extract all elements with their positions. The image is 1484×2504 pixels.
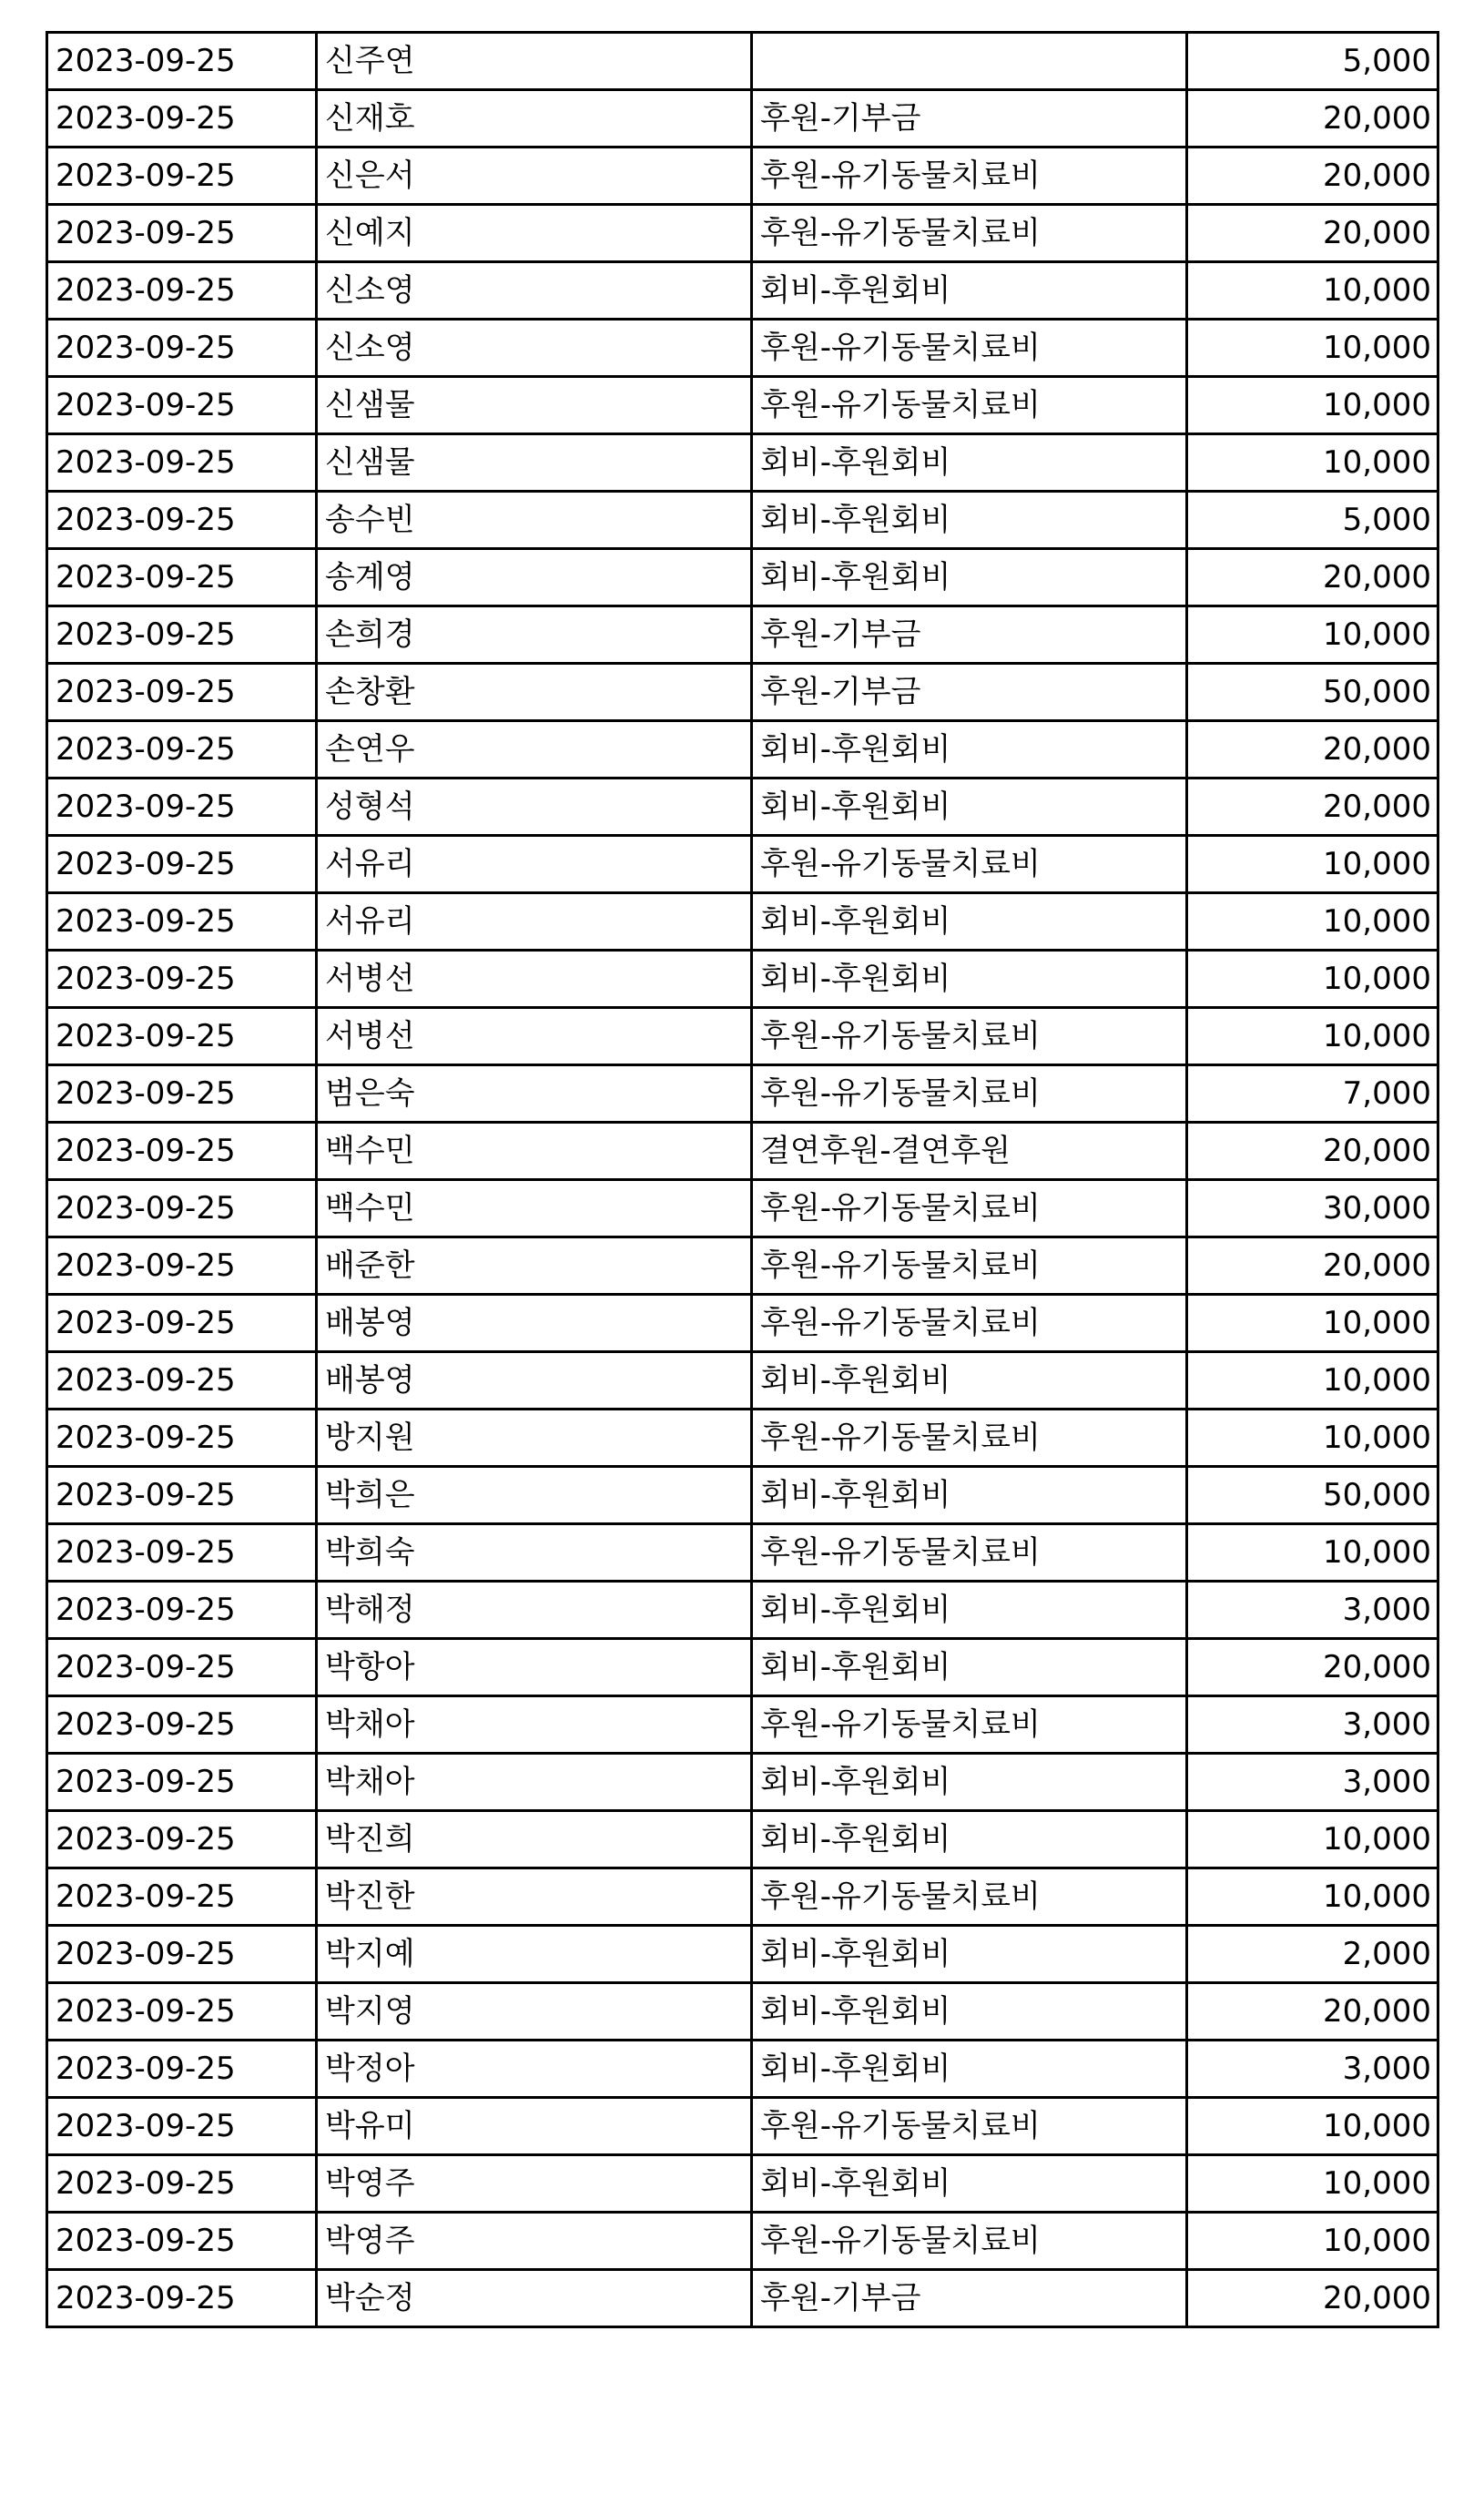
category-cell — [752, 33, 1187, 90]
donor-name-cell: 손창환 — [317, 664, 752, 721]
category-cell: 후원-기부금 — [752, 664, 1187, 721]
category-cell: 회비-후원회비 — [752, 721, 1187, 779]
date-cell: 2023-09-25 — [47, 1410, 317, 1467]
table-row — [47, 1983, 1438, 2041]
date-cell: 2023-09-25 — [47, 893, 317, 951]
date-cell: 2023-09-25 — [47, 549, 317, 606]
amount-cell: 5,000 — [1187, 492, 1438, 549]
category-cell: 회비-후원회비 — [752, 1983, 1187, 2041]
category-cell: 후원-유기동물치료비 — [752, 1008, 1187, 1065]
donation-ledger-table — [46, 31, 1439, 2328]
date-cell: 2023-09-25 — [47, 1065, 317, 1123]
table-row — [47, 377, 1438, 434]
amount-cell: 10,000 — [1187, 320, 1438, 377]
date-cell: 2023-09-25 — [47, 2041, 317, 2098]
category-cell: 회비-후원회비 — [752, 1754, 1187, 1811]
table-row — [47, 33, 1438, 90]
table-row — [47, 1237, 1438, 1295]
table-row — [47, 606, 1438, 664]
amount-cell: 20,000 — [1187, 148, 1438, 205]
donor-name-cell: 방지원 — [317, 1410, 752, 1467]
category-cell: 후원-유기동물치료비 — [752, 320, 1187, 377]
donor-name-cell: 박정아 — [317, 2041, 752, 2098]
category-cell: 후원-유기동물치료비 — [752, 148, 1187, 205]
donor-name-cell: 신소영 — [317, 320, 752, 377]
category-cell: 회비-후원회비 — [752, 549, 1187, 606]
date-cell: 2023-09-25 — [47, 1123, 317, 1180]
donor-name-cell: 배준한 — [317, 1237, 752, 1295]
date-cell: 2023-09-25 — [47, 2270, 317, 2327]
table-row — [47, 1065, 1438, 1123]
amount-cell: 10,000 — [1187, 1868, 1438, 1926]
donor-name-cell: 백수민 — [317, 1123, 752, 1180]
donor-name-cell: 박항아 — [317, 1639, 752, 1696]
donor-name-cell: 박해정 — [317, 1582, 752, 1639]
category-cell: 후원-유기동물치료비 — [752, 205, 1187, 262]
category-cell: 후원-기부금 — [752, 2270, 1187, 2327]
date-cell: 2023-09-25 — [47, 1639, 317, 1696]
table-row — [47, 951, 1438, 1008]
date-cell: 2023-09-25 — [47, 1352, 317, 1410]
amount-cell: 10,000 — [1187, 893, 1438, 951]
table-row — [47, 434, 1438, 492]
donor-name-cell: 서유리 — [317, 836, 752, 893]
amount-cell: 10,000 — [1187, 377, 1438, 434]
category-cell: 회비-후원회비 — [752, 1467, 1187, 1524]
table-row — [47, 1295, 1438, 1352]
donor-name-cell: 백수민 — [317, 1180, 752, 1237]
table-row — [47, 1639, 1438, 1696]
date-cell: 2023-09-25 — [47, 1237, 317, 1295]
category-cell: 후원-유기동물치료비 — [752, 836, 1187, 893]
amount-cell: 10,000 — [1187, 1008, 1438, 1065]
date-cell: 2023-09-25 — [47, 1524, 317, 1582]
donor-name-cell: 박희숙 — [317, 1524, 752, 1582]
table-row — [47, 205, 1438, 262]
category-cell: 회비-후원회비 — [752, 2041, 1187, 2098]
category-cell: 회비-후원회비 — [752, 893, 1187, 951]
table-row — [47, 836, 1438, 893]
table-row — [47, 492, 1438, 549]
amount-cell: 3,000 — [1187, 2041, 1438, 2098]
table-row — [47, 2098, 1438, 2155]
category-cell: 후원-유기동물치료비 — [752, 1237, 1187, 1295]
amount-cell: 20,000 — [1187, 1237, 1438, 1295]
amount-cell: 10,000 — [1187, 836, 1438, 893]
donor-name-cell: 박지예 — [317, 1926, 752, 1983]
category-cell: 회비-후원회비 — [752, 434, 1187, 492]
amount-cell: 3,000 — [1187, 1582, 1438, 1639]
donor-name-cell: 신소영 — [317, 262, 752, 320]
amount-cell: 10,000 — [1187, 434, 1438, 492]
date-cell: 2023-09-25 — [47, 33, 317, 90]
amount-cell: 20,000 — [1187, 1983, 1438, 2041]
table-row — [47, 1008, 1438, 1065]
donor-name-cell: 신주연 — [317, 33, 752, 90]
amount-cell: 20,000 — [1187, 90, 1438, 148]
category-cell: 후원-유기동물치료비 — [752, 1065, 1187, 1123]
category-cell: 후원-유기동물치료비 — [752, 1696, 1187, 1754]
ledger-body — [47, 33, 1438, 2327]
amount-cell: 5,000 — [1187, 33, 1438, 90]
date-cell: 2023-09-25 — [47, 1582, 317, 1639]
donor-name-cell: 서유리 — [317, 893, 752, 951]
donor-name-cell: 송계영 — [317, 549, 752, 606]
category-cell: 회비-후원회비 — [752, 1926, 1187, 1983]
table-row — [47, 148, 1438, 205]
table-row — [47, 2155, 1438, 2213]
category-cell: 후원-기부금 — [752, 606, 1187, 664]
amount-cell: 2,000 — [1187, 1926, 1438, 1983]
amount-cell: 20,000 — [1187, 1639, 1438, 1696]
donor-name-cell: 박순정 — [317, 2270, 752, 2327]
table-row — [47, 1811, 1438, 1868]
amount-cell: 7,000 — [1187, 1065, 1438, 1123]
amount-cell: 10,000 — [1187, 2098, 1438, 2155]
table-row — [47, 1696, 1438, 1754]
table-row — [47, 1926, 1438, 1983]
table-row — [47, 262, 1438, 320]
category-cell: 회비-후원회비 — [752, 1639, 1187, 1696]
donor-name-cell: 박유미 — [317, 2098, 752, 2155]
amount-cell: 50,000 — [1187, 1467, 1438, 1524]
donor-name-cell: 박영주 — [317, 2155, 752, 2213]
category-cell: 회비-후원회비 — [752, 1811, 1187, 1868]
date-cell: 2023-09-25 — [47, 1467, 317, 1524]
amount-cell: 20,000 — [1187, 1123, 1438, 1180]
date-cell: 2023-09-25 — [47, 434, 317, 492]
donor-name-cell: 배봉영 — [317, 1352, 752, 1410]
category-cell: 후원-유기동물치료비 — [752, 1295, 1187, 1352]
table-row — [47, 2041, 1438, 2098]
table-row — [47, 779, 1438, 836]
table-row — [47, 1868, 1438, 1926]
donor-name-cell: 신재호 — [317, 90, 752, 148]
category-cell: 후원-유기동물치료비 — [752, 1868, 1187, 1926]
donor-name-cell: 성형석 — [317, 779, 752, 836]
donor-name-cell: 서병선 — [317, 951, 752, 1008]
date-cell: 2023-09-25 — [47, 1696, 317, 1754]
donor-name-cell: 배봉영 — [317, 1295, 752, 1352]
table-row — [47, 893, 1438, 951]
table-row — [47, 90, 1438, 148]
donor-name-cell: 손연우 — [317, 721, 752, 779]
category-cell: 후원-유기동물치료비 — [752, 2098, 1187, 2155]
donor-name-cell: 송수빈 — [317, 492, 752, 549]
amount-cell: 20,000 — [1187, 779, 1438, 836]
date-cell: 2023-09-25 — [47, 2155, 317, 2213]
donor-name-cell: 박희은 — [317, 1467, 752, 1524]
category-cell: 회비-후원회비 — [752, 2155, 1187, 2213]
date-cell: 2023-09-25 — [47, 1983, 317, 2041]
table-row — [47, 2213, 1438, 2270]
table-row — [47, 1352, 1438, 1410]
date-cell: 2023-09-25 — [47, 1811, 317, 1868]
amount-cell: 10,000 — [1187, 1410, 1438, 1467]
amount-cell: 10,000 — [1187, 1295, 1438, 1352]
donor-name-cell: 박진희 — [317, 1811, 752, 1868]
amount-cell: 50,000 — [1187, 664, 1438, 721]
table-row — [47, 320, 1438, 377]
amount-cell: 20,000 — [1187, 205, 1438, 262]
date-cell: 2023-09-25 — [47, 148, 317, 205]
category-cell: 후원-유기동물치료비 — [752, 1410, 1187, 1467]
category-cell: 후원-유기동물치료비 — [752, 2213, 1187, 2270]
date-cell: 2023-09-25 — [47, 1180, 317, 1237]
table-row — [47, 1180, 1438, 1237]
donor-name-cell: 신샘물 — [317, 377, 752, 434]
table-row — [47, 1467, 1438, 1524]
date-cell: 2023-09-25 — [47, 779, 317, 836]
table-row — [47, 2270, 1438, 2327]
amount-cell: 10,000 — [1187, 606, 1438, 664]
table-row — [47, 1410, 1438, 1467]
date-cell: 2023-09-25 — [47, 205, 317, 262]
date-cell: 2023-09-25 — [47, 836, 317, 893]
donor-name-cell: 범은숙 — [317, 1065, 752, 1123]
date-cell: 2023-09-25 — [47, 606, 317, 664]
date-cell: 2023-09-25 — [47, 1926, 317, 1983]
date-cell: 2023-09-25 — [47, 2098, 317, 2155]
date-cell: 2023-09-25 — [47, 320, 317, 377]
table-row — [47, 549, 1438, 606]
category-cell: 회비-후원회비 — [752, 1352, 1187, 1410]
amount-cell: 3,000 — [1187, 1696, 1438, 1754]
date-cell: 2023-09-25 — [47, 1754, 317, 1811]
amount-cell: 10,000 — [1187, 1524, 1438, 1582]
amount-cell: 20,000 — [1187, 721, 1438, 779]
category-cell: 후원-유기동물치료비 — [752, 377, 1187, 434]
amount-cell: 10,000 — [1187, 2213, 1438, 2270]
date-cell: 2023-09-25 — [47, 90, 317, 148]
date-cell: 2023-09-25 — [47, 492, 317, 549]
table-row — [47, 664, 1438, 721]
amount-cell: 10,000 — [1187, 262, 1438, 320]
category-cell: 회비-후원회비 — [752, 779, 1187, 836]
date-cell: 2023-09-25 — [47, 1008, 317, 1065]
category-cell: 회비-후원회비 — [752, 492, 1187, 549]
table-row — [47, 1524, 1438, 1582]
category-cell: 후원-유기동물치료비 — [752, 1524, 1187, 1582]
date-cell: 2023-09-25 — [47, 721, 317, 779]
donor-name-cell: 박진한 — [317, 1868, 752, 1926]
amount-cell: 20,000 — [1187, 549, 1438, 606]
date-cell: 2023-09-25 — [47, 664, 317, 721]
date-cell: 2023-09-25 — [47, 2213, 317, 2270]
date-cell: 2023-09-25 — [47, 377, 317, 434]
category-cell: 후원-기부금 — [752, 90, 1187, 148]
donor-name-cell: 신예지 — [317, 205, 752, 262]
donor-name-cell: 신샘물 — [317, 434, 752, 492]
category-cell: 회비-후원회비 — [752, 1582, 1187, 1639]
table-row — [47, 1754, 1438, 1811]
date-cell: 2023-09-25 — [47, 951, 317, 1008]
amount-cell: 10,000 — [1187, 1811, 1438, 1868]
donor-name-cell: 박지영 — [317, 1983, 752, 2041]
date-cell: 2023-09-25 — [47, 1868, 317, 1926]
donor-name-cell: 신은서 — [317, 148, 752, 205]
amount-cell: 10,000 — [1187, 1352, 1438, 1410]
table-row — [47, 721, 1438, 779]
donor-name-cell: 서병선 — [317, 1008, 752, 1065]
donor-name-cell: 박채아 — [317, 1696, 752, 1754]
table-row — [47, 1582, 1438, 1639]
category-cell: 회비-후원회비 — [752, 262, 1187, 320]
date-cell: 2023-09-25 — [47, 262, 317, 320]
donor-name-cell: 박채아 — [317, 1754, 752, 1811]
donor-name-cell: 박영주 — [317, 2213, 752, 2270]
amount-cell: 3,000 — [1187, 1754, 1438, 1811]
category-cell: 결연후원-결연후원 — [752, 1123, 1187, 1180]
amount-cell: 10,000 — [1187, 951, 1438, 1008]
amount-cell: 30,000 — [1187, 1180, 1438, 1237]
donor-name-cell: 손희경 — [317, 606, 752, 664]
amount-cell: 10,000 — [1187, 2155, 1438, 2213]
category-cell: 후원-유기동물치료비 — [752, 1180, 1187, 1237]
table-row — [47, 1123, 1438, 1180]
category-cell: 회비-후원회비 — [752, 951, 1187, 1008]
amount-cell: 20,000 — [1187, 2270, 1438, 2327]
date-cell: 2023-09-25 — [47, 1295, 317, 1352]
